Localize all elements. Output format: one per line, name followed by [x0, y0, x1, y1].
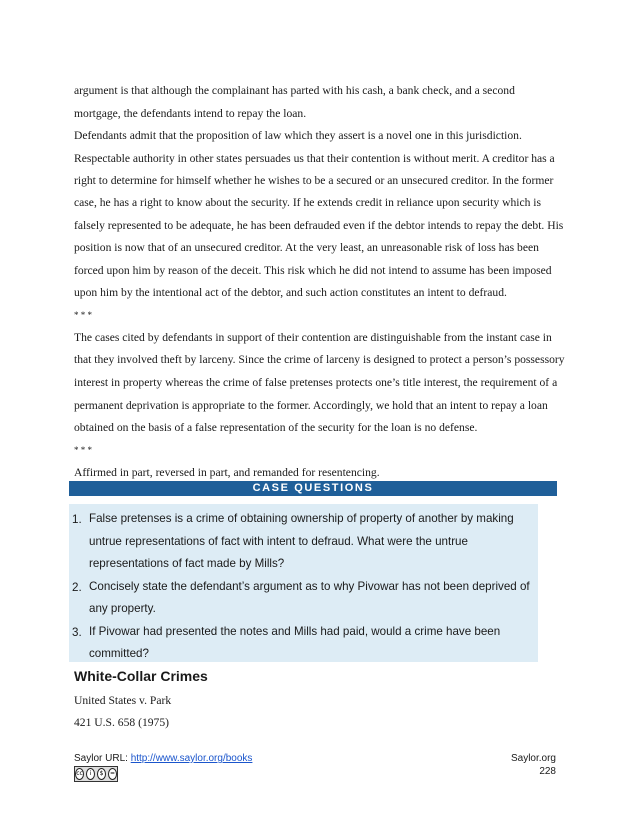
question-line: committed? [89, 647, 149, 660]
body-line: case, he has a right to know about the security. If he extends credit in reliance upon security which is [74, 196, 542, 209]
body-line: argument is that although the complainant has parted with his cash, a bank check, and a second [74, 84, 515, 97]
body-line: Respectable authority in other states persuades us that their contention is without merit. A creditor has a [74, 152, 555, 165]
footer-url-label: Saylor URL: [74, 753, 131, 764]
question-line: If Pivowar had presented the notes and Mills had paid, would a crime have been [89, 625, 501, 638]
case-questions-banner: CASE QUESTIONS [69, 481, 557, 496]
body-line: mortgage, the defendants intend to repay the loan. [74, 107, 307, 120]
question-line: representations of fact made by Mills? [89, 557, 285, 570]
body-line: right to determine for himself whether he wishes to be a secured or an unsecured creditor. In the former [74, 174, 554, 187]
page-number: 228 [539, 766, 556, 777]
question-line: False pretenses is a crime of obtaining ownership of property of another by making [89, 512, 514, 525]
body-line: that they involved theft by larceny. Since the crime of larceny is designed to protect a person’s possessory [74, 353, 565, 366]
body-line: Defendants admit that the proposition of law which they assert is a novel one in this jurisdiction. [74, 129, 522, 142]
footer-saylor-url [74, 753, 252, 764]
footer-org: Saylor.org [510, 753, 556, 764]
question-line: any property. [89, 602, 156, 615]
case-name: United States v. Park [74, 694, 172, 707]
ellipsis-separator: * * * [74, 310, 92, 320]
question-number: 1. [72, 513, 82, 526]
section-heading: White-Collar Crimes [74, 668, 208, 684]
body-line: Affirmed in part, reversed in part, and remanded for resentencing. [74, 466, 380, 479]
question-number: 3. [72, 626, 82, 639]
question-line: untrue representations of fact with intent to defraud. What were the untrue [89, 535, 468, 548]
ellipsis-separator: * * * [74, 445, 92, 455]
body-line: The cases cited by defendants in support of their contention are distinguishable from the instant case in [74, 331, 552, 344]
body-line: falsely represented to be adequate, he has been defrauded even if the debtor intends to repay the debt. His [74, 219, 564, 232]
saylor-books-link[interactable]: http://www.saylor.org/books [130, 753, 253, 764]
question-number: 2. [72, 581, 82, 594]
body-line: permanent deprivation is appropriate to the former. Accordingly, we hold that an intent to repay a loan [74, 399, 548, 412]
body-line: interest in property whereas the crime of false pretenses protects one’s title interest, the requirement of a [74, 376, 558, 389]
body-line: position is now that of an unsecured creditor. At the very least, an unreasonable risk of loss has been [74, 241, 539, 254]
creative-commons-badge-icon: cc i $ = [74, 766, 118, 782]
case-citation: 421 U.S. 658 (1975) [74, 716, 170, 729]
question-line: Concisely state the defendant’s argument as to why Pivowar has not been deprived of [89, 580, 530, 593]
body-line: upon him by the intentional act of the debtor, and such action constitutes an intent to defraud. [74, 286, 507, 299]
body-line: obtained on the basis of a false representation of the security for the loan is no defense. [74, 421, 478, 434]
body-line: forced upon him by reason of the deceit. This risk which he did not intend to assume has been imposed [74, 264, 552, 277]
